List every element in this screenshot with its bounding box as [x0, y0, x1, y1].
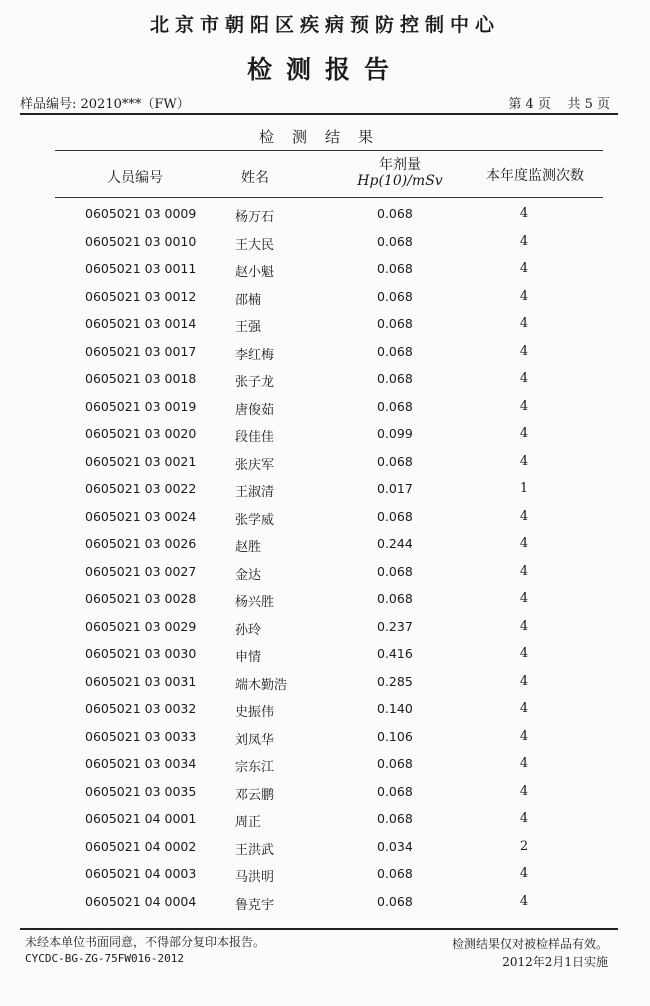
annual-dose: 0.285	[377, 673, 413, 689]
table-row	[55, 860, 603, 888]
table-row	[55, 778, 603, 806]
person-name: 周正	[235, 815, 262, 830]
annual-dose: 0.034	[377, 838, 413, 854]
monitor-count: 4	[519, 536, 529, 551]
person-name: 王强	[235, 320, 262, 335]
section-title: 检测结果	[258, 128, 391, 146]
table-header-rule	[55, 197, 603, 198]
monitor-count: 4	[519, 563, 529, 579]
monitor-count: 4	[519, 206, 529, 221]
annual-dose: 0.068	[377, 398, 413, 414]
monitor-count: 4	[519, 371, 529, 386]
annual-dose: 0.068	[377, 783, 413, 799]
person-name: 李红梅	[235, 347, 275, 363]
table-row	[55, 640, 603, 668]
person-name: 史振伟	[235, 705, 275, 720]
header-monitor-count: 本年度监测次数	[486, 168, 584, 184]
person-name: 孙玲	[235, 622, 262, 638]
person-name: 邵楠	[235, 292, 262, 308]
monitor-count: 4	[519, 701, 529, 716]
table-row	[55, 833, 603, 861]
page-info: 第 4 页 共 5 页	[508, 97, 610, 112]
table-row	[55, 558, 603, 586]
annual-dose: 0.068	[377, 288, 413, 304]
monitor-count: 4	[519, 728, 529, 744]
person-id: 0605021 03 0017	[85, 343, 197, 359]
person-name: 张庆军	[235, 457, 275, 473]
monitor-count: 4	[519, 426, 529, 441]
monitor-count: 4	[519, 398, 529, 414]
annual-dose: 0.017	[377, 481, 413, 496]
monitor-count: 4	[519, 618, 529, 634]
annual-dose: 0.068	[377, 893, 413, 909]
monitor-count: 4	[519, 893, 529, 909]
table-row	[55, 503, 603, 531]
annual-dose: 0.068	[377, 756, 413, 771]
effective-date: 2012年2月1日实施	[502, 955, 608, 969]
monitor-count: 4	[519, 646, 529, 661]
person-id: 0605021 03 0009	[85, 206, 197, 221]
person-name: 张子龙	[235, 375, 275, 390]
table-row	[55, 750, 603, 778]
monitor-count: 4	[519, 288, 529, 304]
person-name: 张学威	[235, 512, 275, 528]
person-id: 0605021 03 0024	[85, 508, 197, 524]
person-name: 王大民	[235, 237, 275, 253]
validity-notice: 检测结果仅对被检样品有效。	[451, 937, 608, 951]
person-id: 0605021 04 0002	[85, 838, 197, 854]
person-name: 端木勤浩	[235, 677, 288, 693]
monitor-count: 1	[519, 481, 529, 496]
person-name: 杨万石	[235, 210, 275, 225]
table-row	[55, 338, 603, 366]
header-name: 姓名	[241, 170, 269, 186]
person-id: 0605021 03 0033	[85, 728, 197, 744]
person-name: 邓云鹏	[235, 787, 275, 803]
monitor-count: 4	[519, 673, 529, 689]
person-id: 0605021 03 0011	[85, 261, 197, 276]
annual-dose: 0.244	[377, 536, 413, 551]
monitor-count: 4	[519, 233, 529, 249]
sample-number: 样品编号: 20210***（FW）	[20, 97, 190, 112]
annual-dose: 0.099	[377, 426, 413, 441]
person-id: 0605021 03 0030	[85, 646, 197, 661]
person-id: 0605021 03 0019	[85, 398, 197, 414]
annual-dose: 0.068	[377, 811, 413, 826]
monitor-count: 4	[519, 783, 529, 799]
monitor-count: 4	[519, 756, 529, 771]
annual-dose: 0.068	[377, 206, 413, 221]
table-row	[55, 420, 603, 448]
table-header	[55, 153, 603, 197]
table-row	[55, 723, 603, 751]
table-row	[55, 695, 603, 723]
annual-dose: 0.068	[377, 233, 413, 249]
monitor-count: 4	[519, 508, 529, 524]
person-name: 王洪武	[235, 842, 275, 858]
person-id: 0605021 03 0032	[85, 701, 197, 716]
monitor-count: 2	[519, 838, 529, 854]
table-row	[55, 200, 603, 228]
annual-dose: 0.237	[377, 618, 413, 634]
annual-dose: 0.068	[377, 316, 413, 331]
monitor-count: 4	[519, 811, 529, 826]
annual-dose: 0.068	[377, 508, 413, 524]
table-row	[55, 365, 603, 393]
annual-dose: 0.068	[377, 453, 413, 469]
person-name: 鲁克宇	[235, 897, 275, 913]
person-name: 申情	[235, 650, 262, 665]
footer-divider	[20, 928, 618, 930]
person-id: 0605021 03 0020	[85, 426, 197, 441]
person-id: 0605021 04 0001	[85, 811, 197, 826]
person-id: 0605021 04 0004	[85, 893, 197, 909]
person-name: 金达	[235, 567, 262, 583]
person-name: 王淑清	[235, 485, 275, 500]
monitor-count: 4	[519, 343, 529, 359]
table-row	[55, 475, 603, 503]
person-id: 0605021 03 0021	[85, 453, 197, 469]
header-person-id: 人员编号	[107, 170, 163, 186]
table-row	[55, 530, 603, 558]
annual-dose: 0.140	[377, 701, 413, 716]
person-id: 0605021 03 0012	[85, 288, 197, 304]
person-id: 0605021 03 0031	[85, 673, 197, 689]
annual-dose: 0.068	[377, 343, 413, 359]
report-title: 检测报告	[246, 55, 403, 84]
person-id: 0605021 03 0022	[85, 481, 197, 496]
header-divider	[20, 113, 618, 115]
header-dose-line2: Hp(10)/mSv	[357, 173, 443, 189]
person-name: 赵小魁	[235, 265, 275, 280]
table-row	[55, 888, 603, 916]
person-id: 0605021 03 0028	[85, 591, 197, 606]
person-id: 0605021 03 0026	[85, 536, 197, 551]
annual-dose: 0.068	[377, 261, 413, 276]
table-top-rule	[55, 150, 603, 151]
table-row	[55, 613, 603, 641]
person-id: 0605021 03 0034	[85, 756, 197, 771]
report-meta	[20, 93, 610, 111]
document-code: CYCDC-BG-ZG-75FW016-2012	[25, 952, 184, 965]
copy-notice: 未经本单位书面同意，不得部分复印本报告。	[25, 935, 266, 949]
person-name: 段佳佳	[235, 430, 275, 445]
annual-dose: 0.106	[377, 728, 413, 744]
table-row	[55, 448, 603, 476]
monitor-count: 4	[519, 591, 529, 606]
monitor-count: 4	[519, 261, 529, 276]
table-row	[55, 283, 603, 311]
monitor-count: 4	[519, 866, 529, 881]
person-name: 刘凤华	[235, 732, 275, 748]
person-id: 0605021 03 0029	[85, 618, 197, 634]
annual-dose: 0.068	[377, 371, 413, 386]
header-dose-line1: 年剂量	[379, 157, 421, 173]
annual-dose: 0.416	[377, 646, 413, 661]
table-row	[55, 310, 603, 338]
table-row	[55, 393, 603, 421]
table-row	[55, 255, 603, 283]
annual-dose: 0.068	[377, 866, 413, 881]
person-id: 0605021 03 0014	[85, 316, 197, 331]
person-name: 唐俊茹	[235, 402, 275, 418]
table-row	[55, 585, 603, 613]
person-name: 马洪明	[235, 870, 275, 885]
person-name: 杨兴胜	[235, 595, 275, 610]
annual-dose: 0.068	[377, 591, 413, 606]
person-id: 0605021 03 0035	[85, 783, 197, 799]
table-row	[55, 805, 603, 833]
table-body	[55, 200, 603, 915]
table-row	[55, 228, 603, 256]
monitor-count: 4	[519, 316, 529, 331]
person-name: 赵胜	[235, 540, 262, 555]
person-id: 0605021 03 0010	[85, 233, 197, 249]
person-name: 宗东江	[235, 760, 275, 775]
monitor-count: 4	[519, 453, 529, 469]
table-row	[55, 668, 603, 696]
organization-name: 北京市朝阳区疾病预防控制中心	[149, 14, 500, 36]
annual-dose: 0.068	[377, 563, 413, 579]
person-id: 0605021 03 0027	[85, 563, 197, 579]
person-id: 0605021 04 0003	[85, 866, 197, 881]
person-id: 0605021 03 0018	[85, 371, 197, 386]
